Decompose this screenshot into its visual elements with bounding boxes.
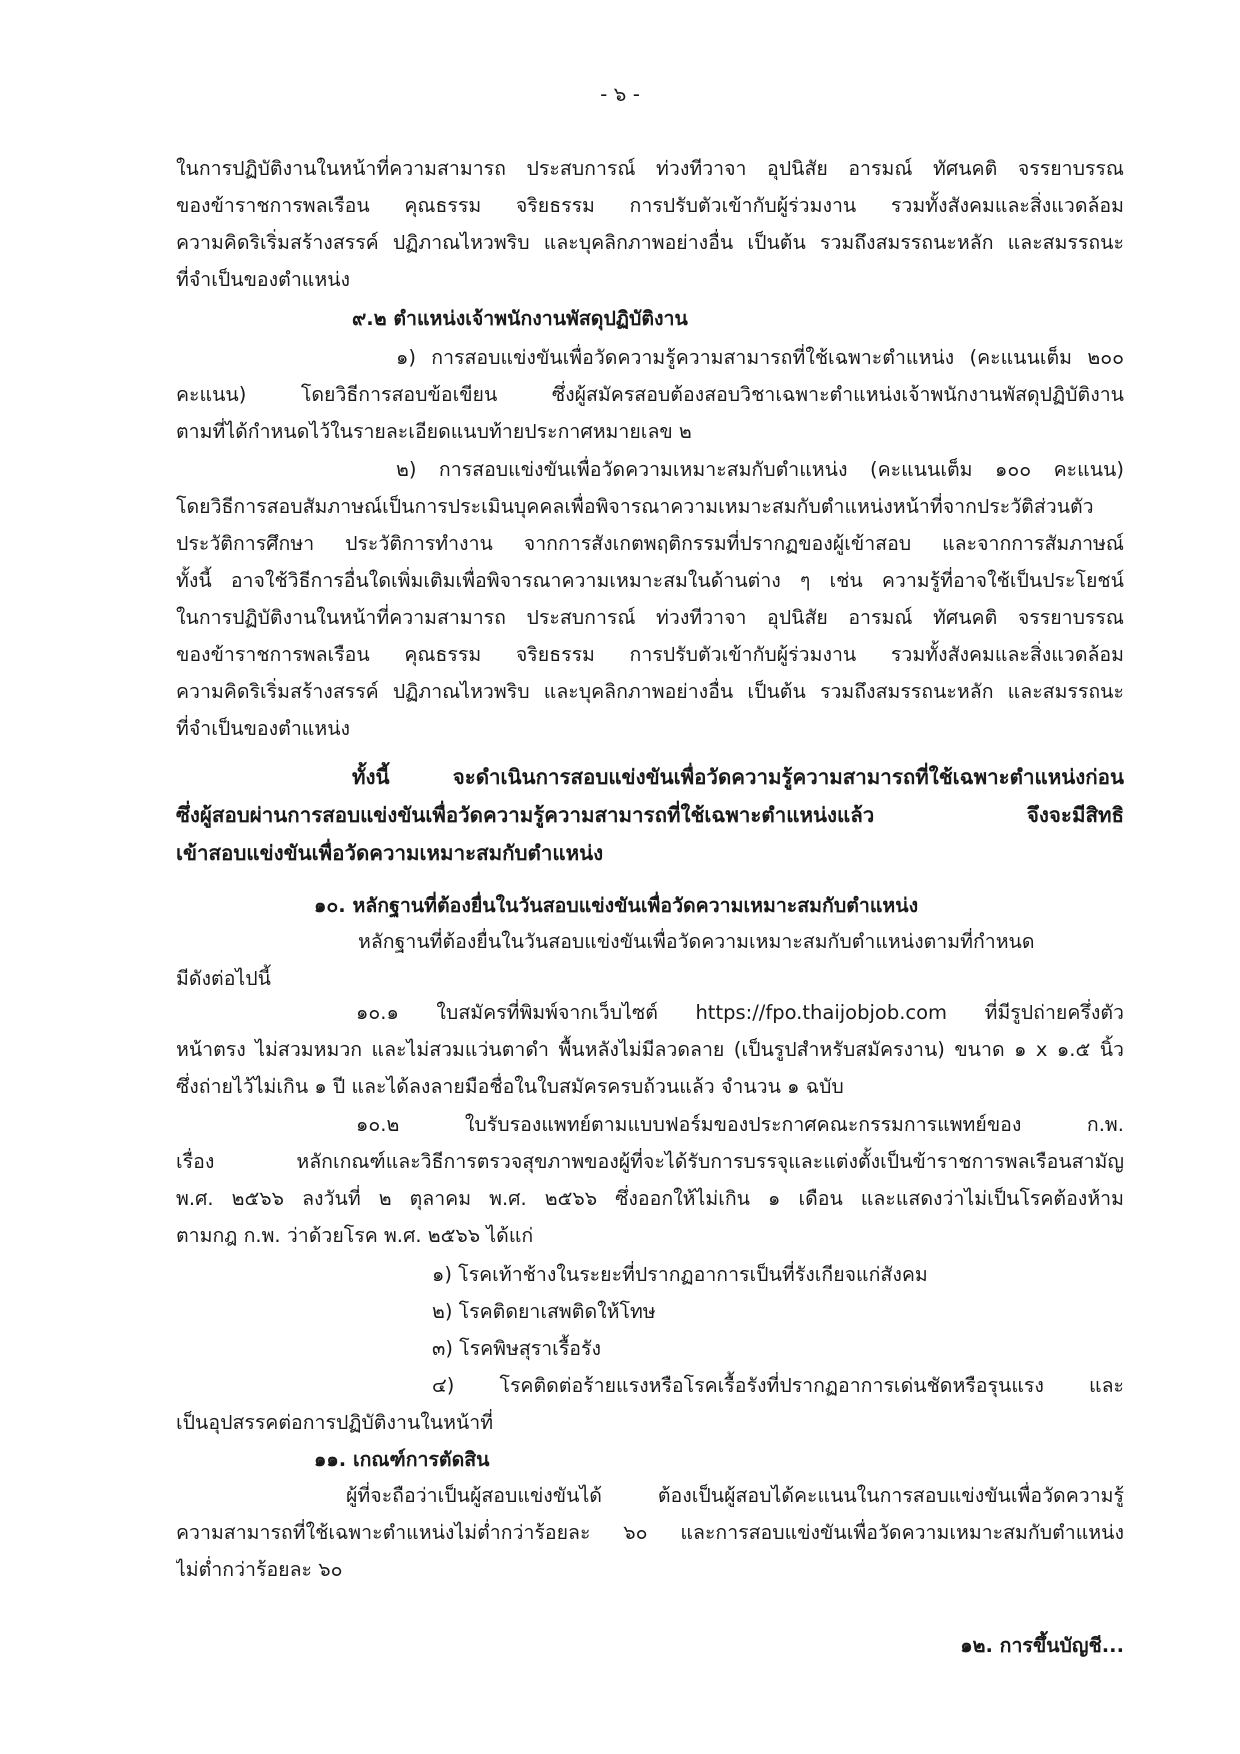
text-line: ความสามารถที่ใช้เฉพาะตำแหน่งไม่ต่ำกว่าร้อยละ ๖๐ และการสอบแข่งขันเพื่อวัดความเหมาะสมกับตำแหน่ง: [176, 1521, 1124, 1544]
text-line: ทั้งนี้ อาจใช้วิธีการอื่นใดเพิ่มเติมเพื่อพิจารณาความเหมาะสมในด้านต่าง ๆ เช่น ความรู้ที่อาจใช้เป็นประโยชน์: [176, 569, 1124, 592]
text-line: หน้าตรง ไม่สวมหมวก และไม่สวมแว่นตาดำ พื้นหลังไม่มีลวดลาย (เป็นรูปสำหรับสมัครงาน) ขนาด ๑ x ๑.๕ นิ้ว: [176, 1038, 1124, 1061]
text-line: ตามที่ได้กำหนดไว้ในรายละเอียดแนบท้ายประกาศหมายเลข ๒: [176, 420, 692, 443]
section-10-intro: [176, 923, 1124, 997]
note-paragraph: [176, 758, 1124, 872]
continuation-paragraph: [176, 150, 1124, 298]
text-line: ๑๐.๒ ใบรับรองแพทย์ตามแบบฟอร์มของประกาศคณะกรรมการแพทย์ของ ก.พ.: [356, 1113, 1124, 1136]
text-line: มีดังต่อไปนี้: [176, 967, 271, 990]
text-line: เรื่อง หลักเกณฑ์และวิธีการตรวจสุขภาพของผู้ที่จะได้รับการบรรจุและแต่งตั้งเป็นข้าราชการพลเรือนสามัญ: [176, 1150, 1124, 1173]
text-line: ไม่ต่ำกว่าร้อยละ ๖๐: [176, 1558, 343, 1581]
section-10-1: [176, 994, 1124, 1105]
next-page-marker: ๑๒. การขึ้นบัญชี...: [960, 1634, 1124, 1657]
text-line: ของข้าราชการพลเรือน คุณธรรม จริยธรรม การปรับตัวเข้ากับผู้ร่วมงาน รวมทั้งสังคมและสิ่งแวดล้อม: [176, 643, 1124, 666]
disease-list: [176, 1256, 1124, 1441]
list-item: ๒) โรคติดยาเสพติดให้โทษ: [432, 1300, 656, 1323]
section-11-heading: ๑๑. เกณฑ์การตัดสิน: [314, 1448, 490, 1471]
text-line: ในการปฏิบัติงานในหน้าที่ความสามารถ ประสบการณ์ ท่วงทีวาจา อุปนิสัย อารมณ์ ทัศนคติ จรรยาบรรณ: [176, 157, 1124, 180]
list-item: เป็นอุปสรรคต่อการปฏิบัติงานในหน้าที่: [176, 1411, 494, 1434]
text-line: ความคิดริเริ่มสร้างสรรค์ ปฏิภาณไหวพริบ และบุคลิกภาพอย่างอื่น เป็นต้น รวมถึงสมรรถนะหลัก และสมรรถนะ: [176, 680, 1124, 703]
text-line: ๑) การสอบแข่งขันเพื่อวัดความรู้ความสามารถที่ใช้เฉพาะตำแหน่ง (คะแนนเต็ม ๒๐๐: [396, 346, 1124, 369]
section-11-body: [176, 1477, 1124, 1588]
section-10-2: [176, 1106, 1124, 1254]
text-line: ซึ่งถ่ายไว้ไม่เกิน ๑ ปี และได้ลงลายมือชื่อในใบสมัครครบถ้วนแล้ว จำนวน ๑ ฉบับ: [176, 1075, 844, 1098]
text-line: ๑๐.๑ ใบสมัครที่พิมพ์จากเว็บไซต์ https://fpo.thaijobjob.com ที่มีรูปถ่ายครึ่งตัว: [356, 1001, 1124, 1024]
text-line: ที่จำเป็นของตำแหน่ง: [176, 268, 351, 291]
text-line: ความคิดริเริ่มสร้างสรรค์ ปฏิภาณไหวพริบ และบุคลิกภาพอย่างอื่น เป็นต้น รวมถึงสมรรถนะหลัก และสมรรถนะ: [176, 231, 1124, 254]
text-line: ๒) การสอบแข่งขันเพื่อวัดความเหมาะสมกับตำแหน่ง (คะแนนเต็ม ๑๐๐ คะแนน): [396, 458, 1124, 481]
text-line: ตามกฎ ก.พ. ว่าด้วยโรค พ.ศ. ๒๕๖๖ ได้แก่: [176, 1224, 534, 1247]
section-9-2-item-2: [176, 451, 1124, 747]
text-line: ซึ่งผู้สอบผ่านการสอบแข่งขันเพื่อวัดความรู้ความสามารถที่ใช้เฉพาะตำแหน่งแล้ว จึงจะมีสิทธิ: [176, 803, 1124, 827]
text-line: ทั้งนี้ จะดำเนินการสอบแข่งขันเพื่อวัดความรู้ความสามารถที่ใช้เฉพาะตำแหน่งก่อน: [352, 765, 1124, 789]
text-line: เข้าสอบแข่งขันเพื่อวัดความเหมาะสมกับตำแหน่ง: [176, 841, 604, 865]
list-item: ๔) โรคติดต่อร้ายแรงหรือโรคเรื้อรังที่ปรากฏอาการเด่นชัดหรือรุนแรง และ: [432, 1374, 1124, 1397]
text-line: ของข้าราชการพลเรือน คุณธรรม จริยธรรม การปรับตัวเข้ากับผู้ร่วมงาน รวมทั้งสังคมและสิ่งแวดล้อม: [176, 194, 1124, 217]
text-line: ในการปฏิบัติงานในหน้าที่ความสามารถ ประสบการณ์ ท่วงทีวาจา อุปนิสัย อารมณ์ ทัศนคติ จรรยาบรรณ: [176, 606, 1124, 629]
page-number: - ๖ -: [600, 82, 640, 106]
section-9-2-item-1: [176, 339, 1124, 450]
text-line: พ.ศ. ๒๕๖๖ ลงวันที่ ๒ ตุลาคม พ.ศ. ๒๕๖๖ ซึ่งออกให้ไม่เกิน ๑ เดือน และแสดงว่าไม่เป็นโรคต้องห้าม: [176, 1187, 1124, 1210]
text-line: ที่จำเป็นของตำแหน่ง: [176, 717, 351, 740]
text-line: หลักฐานที่ต้องยื่นในวันสอบแข่งขันเพื่อวัดความเหมาะสมกับตำแหน่งตามที่กำหนด: [358, 930, 1035, 953]
text-line: ประวัติการศึกษา ประวัติการทำงาน จากการสังเกตพฤติกรรมที่ปรากฏของผู้เข้าสอบ และจากการสัมภาษณ์: [176, 532, 1124, 555]
text-line: โดยวิธีการสอบสัมภาษณ์เป็นการประเมินบุคคลเพื่อพิจารณาความเหมาะสมกับตำแหน่งหน้าที่จากประวัติส่วนตัว: [176, 495, 1094, 518]
section-9-2-heading: ๙.๒ ตำแหน่งเจ้าพนักงานพัสดุปฏิบัติงาน: [352, 307, 688, 330]
list-item: ๓) โรคพิษสุราเรื้อรัง: [432, 1337, 602, 1360]
list-item: ๑) โรคเท้าช้างในระยะที่ปรากฏอาการเป็นที่รังเกียจแก่สังคม: [432, 1263, 928, 1286]
text-line: คะแนน) โดยวิธีการสอบข้อเขียน ซึ่งผู้สมัครสอบต้องสอบวิชาเฉพาะตำแหน่งเจ้าพนักงานพัสดุปฏิบัติงาน: [176, 383, 1124, 406]
section-10-heading: ๑๐. หลักฐานที่ต้องยื่นในวันสอบแข่งขันเพื่อวัดความเหมาะสมกับตำแหน่ง: [314, 894, 919, 917]
text-line: ผู้ที่จะถือว่าเป็นผู้สอบแข่งขันได้ ต้องเป็นผู้สอบได้คะแนนในการสอบแข่งขันเพื่อวัดความรู้: [346, 1484, 1124, 1507]
